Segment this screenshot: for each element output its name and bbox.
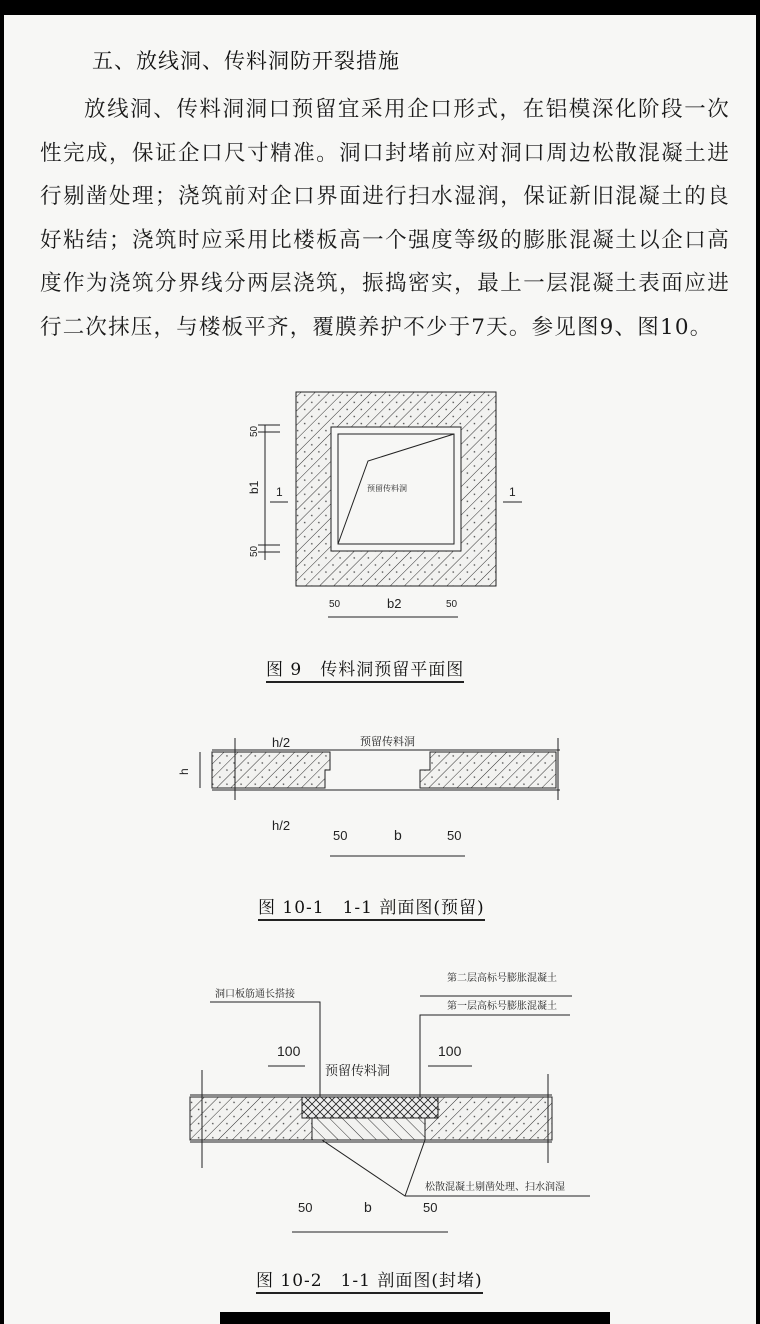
figure-9-caption: 图 9 传料洞预留平面图 (266, 655, 464, 683)
dim-50: 50 (446, 599, 458, 610)
dim-h2-bottom: h/2 (272, 818, 291, 833)
dim-h: h (177, 768, 191, 775)
section-mark-left: 1 (276, 485, 283, 499)
note-layer1: 第一层高标号膨胀混凝土 (447, 1001, 557, 1012)
dim-50: 50 (423, 1200, 438, 1215)
body-paragraph: 放线洞、传料洞洞口预留宜采用企口形式，在铝模深化阶段一次性完成，保证企口尺寸精准。洞口封堵前应对洞口周边松散混凝土进行剔凿处理；浇筑前对企口界面进行扫水湿润，保证新旧混凝土的良好粘结；浇筑时应采用比楼板高一个强度等级的膨胀混凝土以企口高度作为浇筑分界线分两层浇筑，振捣密实，最上一层混凝土表面应进行二次抹压，与楼板平齐，覆膜养护不少于7天。参见图9、图10。 (40, 97, 730, 340)
hole-label: 预留传料洞 (325, 1063, 391, 1078)
dim-50: 50 (249, 425, 260, 437)
dim-b1: b1 (247, 480, 261, 494)
dim-100: 100 (438, 1043, 462, 1059)
dim-100: 100 (277, 1043, 301, 1059)
section-mark-right: 1 (509, 485, 516, 499)
figure-10-2-caption: 图 10-2 1-1 剖面图(封堵) (256, 1266, 483, 1294)
dim-50: 50 (333, 828, 348, 843)
figure-10-1-caption: 图 10-1 1-1 剖面图(预留) (258, 893, 485, 921)
section-heading: 五、放线洞、传料洞防开裂措施 (92, 49, 400, 73)
figure-10-1-section (177, 734, 560, 856)
figure-10-2-section (190, 971, 590, 1232)
dim-50: 50 (298, 1200, 313, 1215)
hole-label: 预留传料洞 (360, 736, 415, 748)
dim-50: 50 (329, 599, 341, 610)
bottom-bar (220, 1312, 610, 1324)
figure-9-plan (247, 392, 522, 617)
dim-50: 50 (249, 545, 260, 557)
dim-h2-top: h/2 (272, 735, 291, 750)
note-treatment: 松散混凝土剔凿处理、扫水润湿 (425, 1182, 565, 1193)
note-layer2: 第二层高标号膨胀混凝土 (447, 973, 557, 984)
hole-label: 预留传料洞 (367, 484, 407, 493)
dim-b: b (394, 827, 402, 843)
dim-50: 50 (447, 828, 462, 843)
dim-b: b (364, 1199, 372, 1215)
note-rebar: 洞口板筋通长搭接 (215, 989, 295, 1000)
dim-b2: b2 (387, 596, 402, 611)
